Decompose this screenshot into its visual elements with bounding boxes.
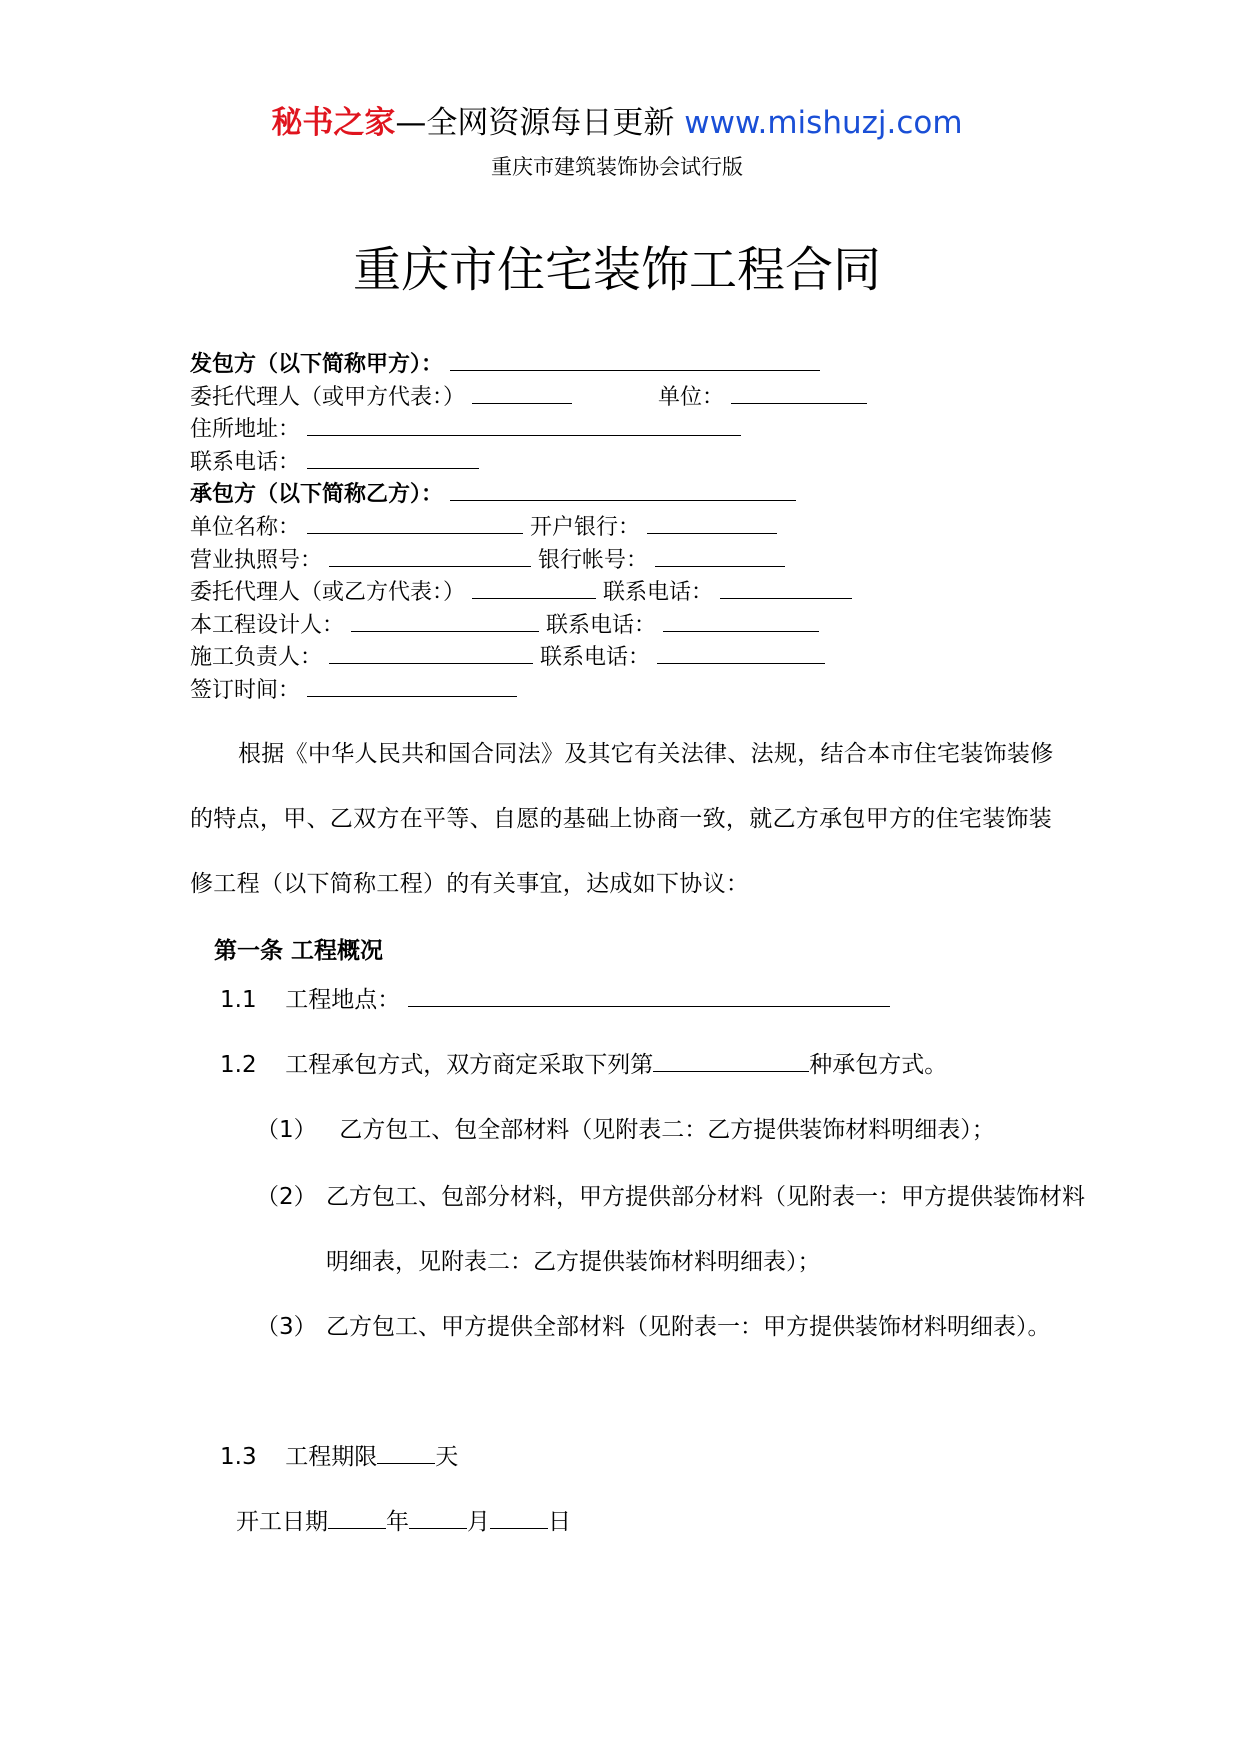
phone-c-blank[interactable] [663,609,819,632]
unit-name-label: 单位名称： [190,514,301,540]
agent-b-label: 委托代理人（或乙方代表：） [190,580,466,606]
unit-label: 单位： [658,384,725,410]
item-1-3-suffix: 天 [435,1444,459,1470]
contract-mode-blank[interactable] [653,1049,809,1072]
agent-a-blank[interactable] [472,381,572,404]
form-row-sign-time [190,674,1090,707]
site-header [0,102,1234,144]
form-row-party-b [190,478,1090,511]
sign-time-blank[interactable] [307,674,517,697]
account-label: 银行帐号： [538,547,649,573]
site-url-link[interactable]: www.mishuzj.com [684,105,963,141]
form-row-phone [190,446,1090,479]
intro-paragraph: 根据《中华人民共和国合同法》及其它有关法律、法规，结合本市住宅装饰装修的特点，甲、乙双方在平等、自愿的基础上协商一致，就乙方承包甲方的住宅装饰装修工程（以下简称工程）的有关事宜，达成如下协议： [190,741,1054,897]
form-row-license [190,544,1090,577]
option-3-number: （3） [256,1314,317,1340]
address-blank[interactable] [307,413,741,436]
document-subtitle: 重庆市建筑装饰协会试行版 [491,155,743,179]
start-month-blank[interactable] [409,1506,467,1529]
form-row-designer [190,609,1090,642]
form-row-agent-a [190,381,1090,414]
option-3 [256,1295,1086,1360]
tagline: —全网资源每日更新 [395,105,685,141]
item-1-1-number: 1.1 [220,987,257,1013]
form-row-address [190,413,1090,446]
phone-b-blank[interactable] [720,576,852,599]
option-2-number: （2） [256,1184,317,1210]
address-label: 住所地址： [190,417,301,443]
option-2 [256,1165,1086,1295]
start-date-label: 开工日期 [236,1509,328,1535]
designer-blank[interactable] [351,609,539,632]
item-1-2 [220,1049,947,1081]
duration-blank[interactable] [377,1441,435,1464]
day-label: 日 [548,1509,571,1535]
item-1-3-text: 工程期限 [285,1444,378,1470]
party-b-label: 承包方（以下简称乙方）： [190,482,444,508]
phone-d-blank[interactable] [657,641,825,664]
option-2-text: 乙方包工、包部分材料，甲方提供部分材料（见附表一：甲方提供装饰材料明细表，见附表二：乙方提供装饰材料明细表）； [326,1184,1085,1275]
form-row-manager [190,641,1090,674]
form-row-unit-name [190,511,1090,544]
item-1-3-number: 1.3 [220,1444,257,1470]
start-year-blank[interactable] [328,1506,386,1529]
party-info-form [190,348,1090,707]
manager-blank[interactable] [329,641,533,664]
party-a-blank[interactable] [450,348,820,371]
article-1-title: 第一条 工程概况 [214,938,384,964]
bank-label: 开户银行： [530,514,641,540]
phone-blank[interactable] [307,446,479,469]
unit-name-blank[interactable] [307,511,523,534]
phone-b-label: 联系电话： [603,580,714,606]
phone-c-label: 联系电话： [546,612,657,638]
license-blank[interactable] [329,544,531,567]
phone-label: 联系电话： [190,449,301,475]
sign-time-label: 签订时间： [190,677,301,703]
phone-d-label: 联系电话： [540,645,651,671]
document-title: 重庆市住宅装饰工程合同 [352,242,881,298]
item-1-1 [220,984,890,1016]
brand-name: 秘书之家 [271,105,396,141]
month-label: 月 [467,1509,490,1535]
account-blank[interactable] [655,544,785,567]
option-1-number: （1） [256,1117,317,1143]
form-row-party-a [190,348,1090,381]
start-date-row [236,1506,571,1538]
item-1-3 [220,1441,458,1473]
agent-a-label: 委托代理人（或甲方代表：） [190,384,466,410]
year-label: 年 [386,1509,409,1535]
agent-b-blank[interactable] [472,576,596,599]
unit-blank[interactable] [731,381,867,404]
item-1-2-text: 工程承包方式，双方商定采取下列第 [285,1052,654,1078]
manager-label: 施工负责人： [190,645,323,671]
option-1-text: 乙方包工、包全部材料（见附表二：乙方提供装饰材料明细表）； [339,1117,995,1143]
party-b-blank[interactable] [450,478,796,501]
start-day-blank[interactable] [490,1506,548,1529]
work-site-blank[interactable] [408,984,890,1007]
item-1-2-suffix: 种承包方式。 [809,1052,948,1078]
form-row-agent-b [190,576,1090,609]
designer-label: 本工程设计人： [190,612,345,638]
party-a-label: 发包方（以下简称甲方）： [190,352,444,377]
license-label: 营业执照号： [190,547,323,573]
option-1 [256,1114,995,1146]
item-1-1-label: 工程地点： [285,987,401,1013]
option-3-text: 乙方包工、甲方提供全部材料（见附表一：甲方提供装饰材料明细表）。 [326,1314,1051,1340]
bank-blank[interactable] [647,511,777,534]
item-1-2-number: 1.2 [220,1052,257,1078]
